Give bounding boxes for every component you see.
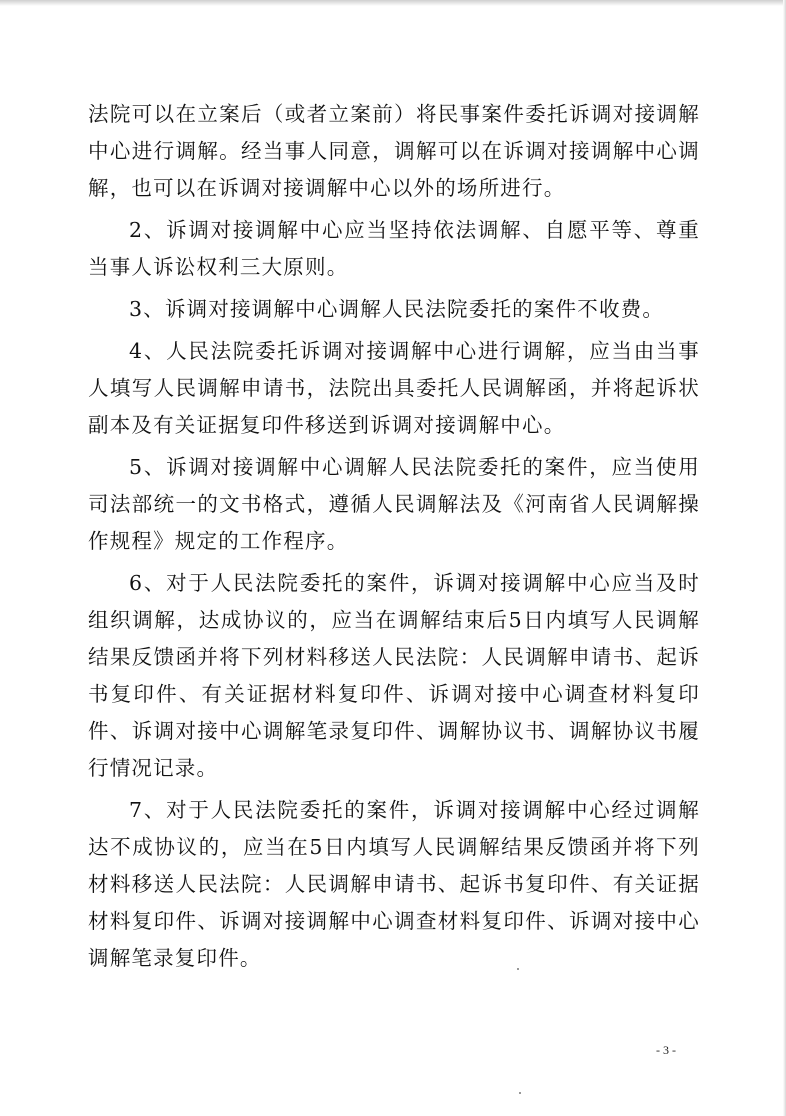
paragraph-item-7: 7、对于人民法院委托的案件，诉调对接调解中心经过调解达不成协议的，应当在5日内填写人民调解结果反馈函并将下列材料移送人民法院：人民调解申请书、起诉书复印件、有关证据材料复印件、诉调对接调解中心调查材料复印件、诉调对接中心调解笔录复印件。: [88, 798, 700, 970]
scan-speck: [519, 1092, 521, 1094]
paragraph-continued: 法院可以在立案后（或者立案前）将民事案件委托诉调对接调解中心进行调解。经当事人同意，调解可以在诉调对接调解中心调解，也可以在诉调对接调解中心以外的场所进行。: [88, 102, 700, 200]
paragraph-item-2: 2、诉调对接调解中心应当坚持依法调解、自愿平等、尊重当事人诉讼权利三大原则。: [88, 218, 700, 279]
page-number: - 3 -: [656, 1043, 676, 1057]
paragraph-item-3: 3、诉调对接调解中心调解人民法院委托的案件不收费。: [129, 297, 665, 321]
scan-edge-top: [0, 0, 786, 6]
paragraph-item-4: 4、人民法院委托诉调对接调解中心进行调解，应当由当事人填写人民调解申请书，法院出具委托人民调解函，并将起诉状副本及有关证据复印件移送到诉调对接调解中心。: [88, 339, 700, 437]
scan-speck: [517, 968, 519, 970]
paragraph-item-6: 6、对于人民法院委托的案件，诉调对接调解中心应当及时组织调解，达成协议的，应当在调解结束后5日内填写人民调解结果反馈函并将下列材料移送人民法院：人民调解申请书、起诉书复印件、有关证据材料复印件、诉调对接中心调查材料复印件、诉调对接中心调解笔录复印件、调解协议书、调解协议书履行情况记录。: [88, 571, 700, 780]
body-text: [88, 96, 700, 982]
paragraph-item-5: 5、诉调对接调解中心调解人民法院委托的案件，应当使用司法部统一的文书格式，遵循人民调解法及《河南省人民调解操作规程》规定的工作程序。: [88, 455, 700, 553]
